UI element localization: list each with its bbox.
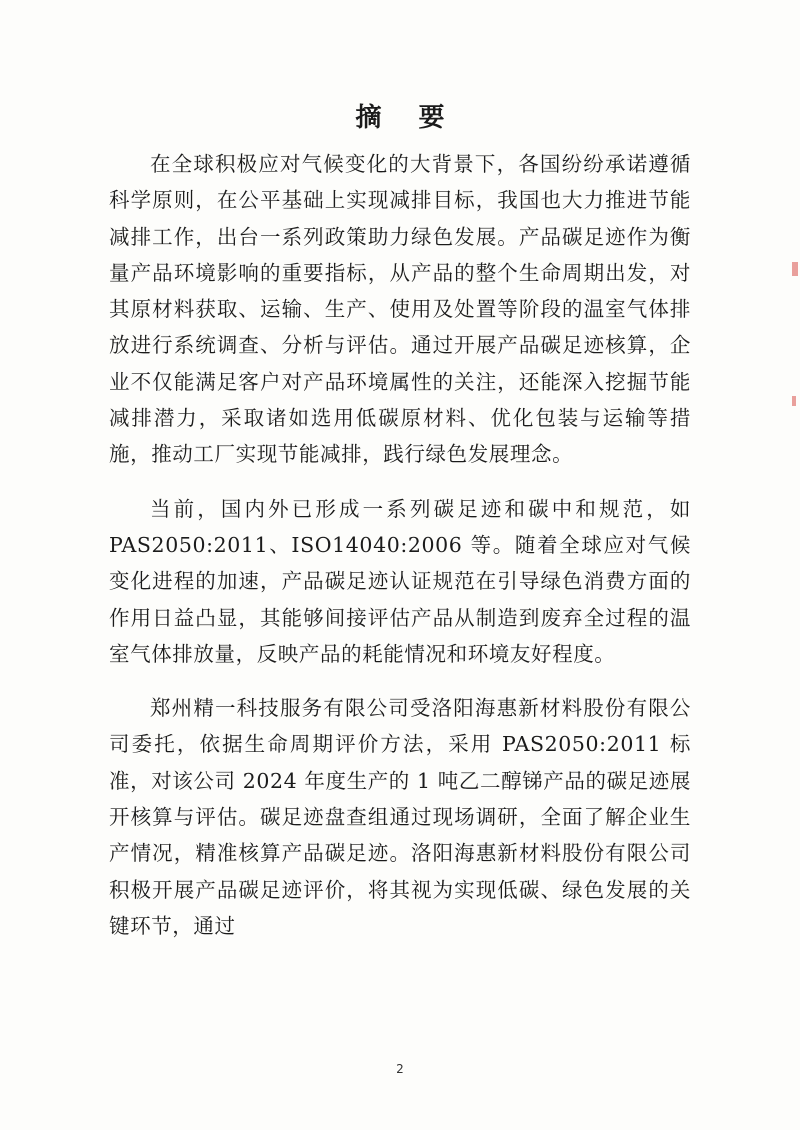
scan-edge-mark [792, 396, 796, 406]
paragraph-1: 在全球积极应对气候变化的大背景下，各国纷纷承诺遵循科学原则，在公平基础上实现减排目标，我国也大力推进节能减排工作，出台一系列政策助力绿色发展。产品碳足迹作为衡量产品环境影响的重要指标，从产品的整个生命周期出发，对其原材料获取、运输、生产、使用及处置等阶段的温室气体排放进行系统调查、分析与评估。通过开展产品碳足迹核算，企业不仅能满足客户对产品环境属性的关注，还能深入挖掘节能减排潜力，采取诸如选用低碳原材料、优化包装与运输等措施，推动工厂实现节能减排，践行绿色发展理念。 [109, 152, 691, 467]
paragraph-2: 当前，国内外已形成一系列碳足迹和碳中和规范，如PAS2050:2011、ISO14040:2006 等。随着全球应对气候变化进程的加速，产品碳足迹认证规范在引导绿色消费方面的作用日益凸显，其能够间接评估产品从制造到废弃全过程的温室气体排放量，反映产品的耗能情况和环境友好程度。 [109, 496, 691, 666]
page-title: 摘 要 [355, 103, 459, 133]
scan-edge-mark [792, 262, 798, 276]
paragraph-3: 郑州精一科技服务有限公司受洛阳海惠新材料股份有限公司委托，依据生命周期评价方法，采用 PAS2050:2011 标准，对该公司 2024 年度生产的 1 吨乙二醇锑产品的碳足迹展开核算与评估。碳足迹盘查组通过现场调研，全面了解企业生产情况，精准核算产品碳足迹。洛阳海惠新材料股份有限公司积极开展产品碳足迹评价，将其视为实现低碳、绿色发展的关键环节，通过 [109, 696, 691, 938]
page-number: 2 [396, 1062, 404, 1076]
document-body [109, 146, 691, 962]
